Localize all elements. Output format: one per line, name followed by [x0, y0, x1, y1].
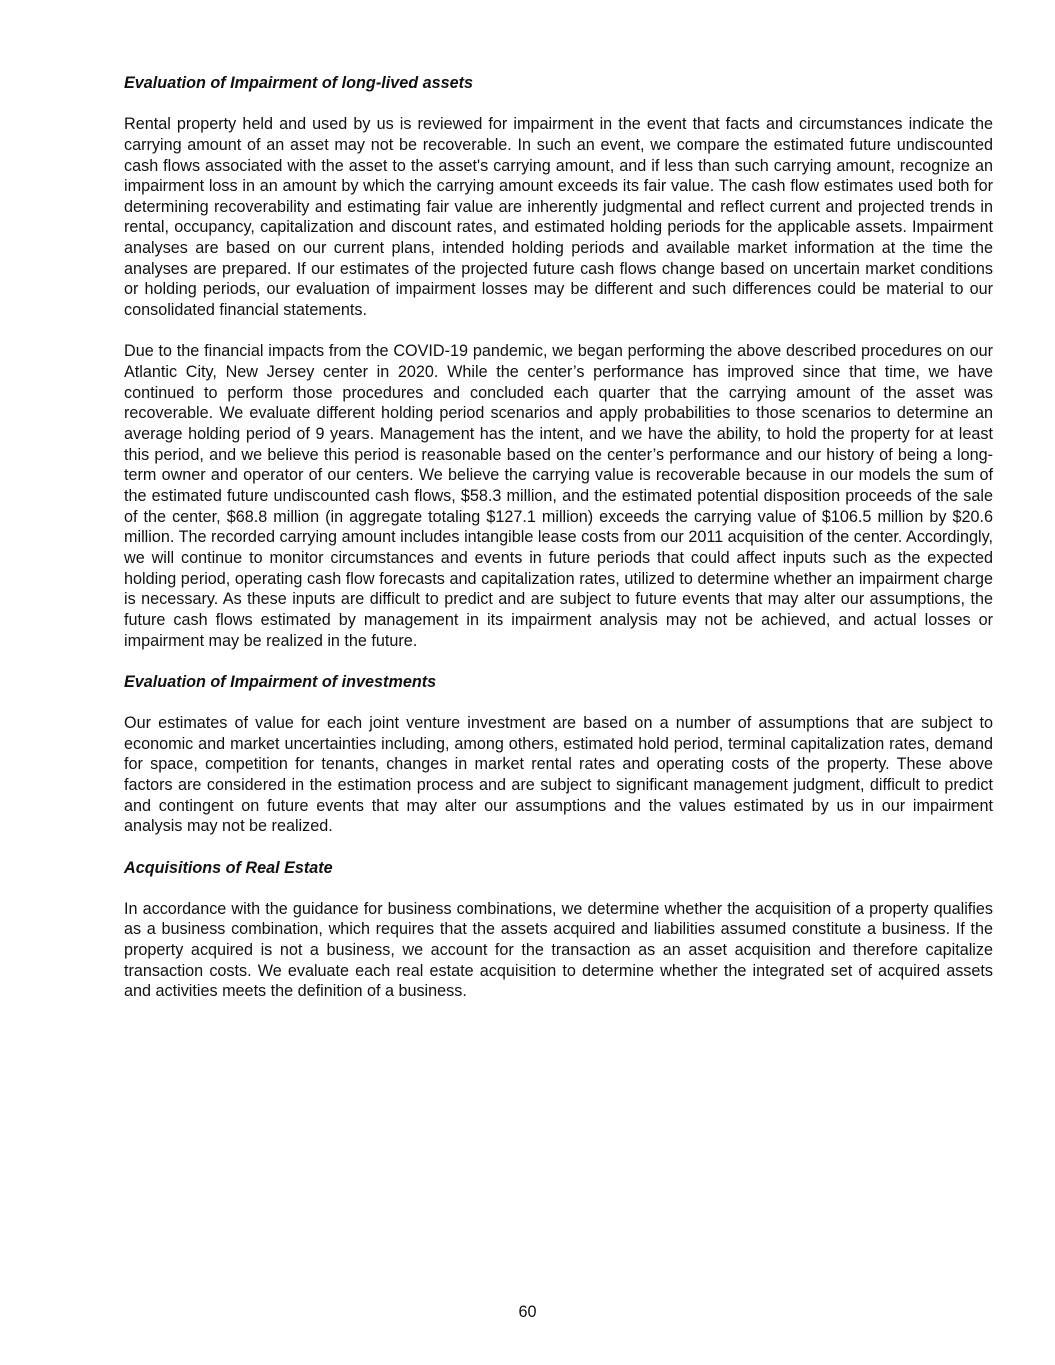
paragraph-covid-atlantic-city: Due to the financial impacts from the COVID-19 pandemic, we began performing the above described procedures on our Atlantic City, New Jersey center in 2020. While the center’s performance has improved since that time, we have continued to perform those procedures and concluded each quarter that the carrying amount of the asset was recoverable. We evaluate different holding period scenarios and apply probabilities to those scenarios to determine an average holding period of 9 years. Management has the intent, and we have the ability, to hold the property for at least this period, and we believe this period is reasonable based on the center’s performance and our history of being a long-term owner and operator of our centers. We believe the carrying value is recoverable because in our models the sum of the estimated future undiscounted cash flows, $58.3 million, and the estimated potential disposition proceeds of the sale of the center, $68.8 million (in aggregate totaling $127.1 million) exceeds the carrying value of $106.5 million by $20.6 million. The recorded carrying amount includes intangible lease costs from our 2011 acquisition of the center. Accordingly, we will continue to monitor circumstances and events in future periods that could affect inputs such as the expected holding period, operating cash flow forecasts and capitalization rates, utilized to determine whether an impairment charge is necessary. As these inputs are difficult to predict and are subject to future events that may alter our assumptions, the future cash flows estimated by management in its impairment analysis may not be achieved, and actual losses or impairment may be realized in the future.	[124, 342, 993, 650]
section-heading-impairment-long-lived-assets: Evaluation of Impairment of long-lived assets	[124, 74, 473, 92]
section-heading-impairment-investments: Evaluation of Impairment of investments	[124, 672, 437, 691]
paragraph-business-combinations: In accordance with the guidance for business combinations, we determine whether the acquisition of a property qualifies as a business combination, which requires that the assets acquired and liabilities assumed constitute a business. If the property acquired is not a business, we account for the transaction as an asset acquisition and therefore capitalize transaction costs. We evaluate each real estate acquisition to determine whether the integrated set of acquired assets and activities meets the definition of a business.	[124, 899, 993, 1001]
paragraph-joint-venture-estimates: Our estimates of value for each joint venture investment are based on a number of assumptions that are subject to economic and market uncertainties including, among others, estimated hold period, terminal capitalization rates, demand for space, competition for tenants, changes in market rental rates and operating costs of the property. These above factors are considered in the estimation process and are subject to significant management judgment, difficult to predict and contingent on future events that may alter our assumptions and the values estimated by us in our impairment analysis may not be realized.	[124, 713, 993, 836]
section-heading-acquisitions-real-estate: Acquisitions of Real Estate	[124, 858, 333, 877]
document-page	[124, 73, 993, 1023]
paragraph-rental-property-impairment: Rental property held and used by us is reviewed for impairment in the event that facts and circumstances indicate the carrying amount of an asset may not be recoverable. In such an event, we compare the estimated future undiscounted cash flows associated with the asset to the asset's carrying amount, and if less than such carrying amount, recognize an impairment loss in an amount by which the carrying amount exceeds its fair value. The cash flow estimates used both for determining recoverability and estimating fair value are inherently judgmental and reflect current and projected trends in rental, occupancy, capitalization and discount rates, and estimated holding periods for the applicable assets. Impairment analyses are based on our current plans, intended holding periods and available market information at the time the analyses are prepared. If our estimates of the projected future cash flows change based on uncertain market conditions or holding periods, our evaluation of impairment losses may be different and such differences could be material to our consolidated financial statements.	[124, 115, 993, 320]
page-number: 60	[518, 1303, 537, 1321]
